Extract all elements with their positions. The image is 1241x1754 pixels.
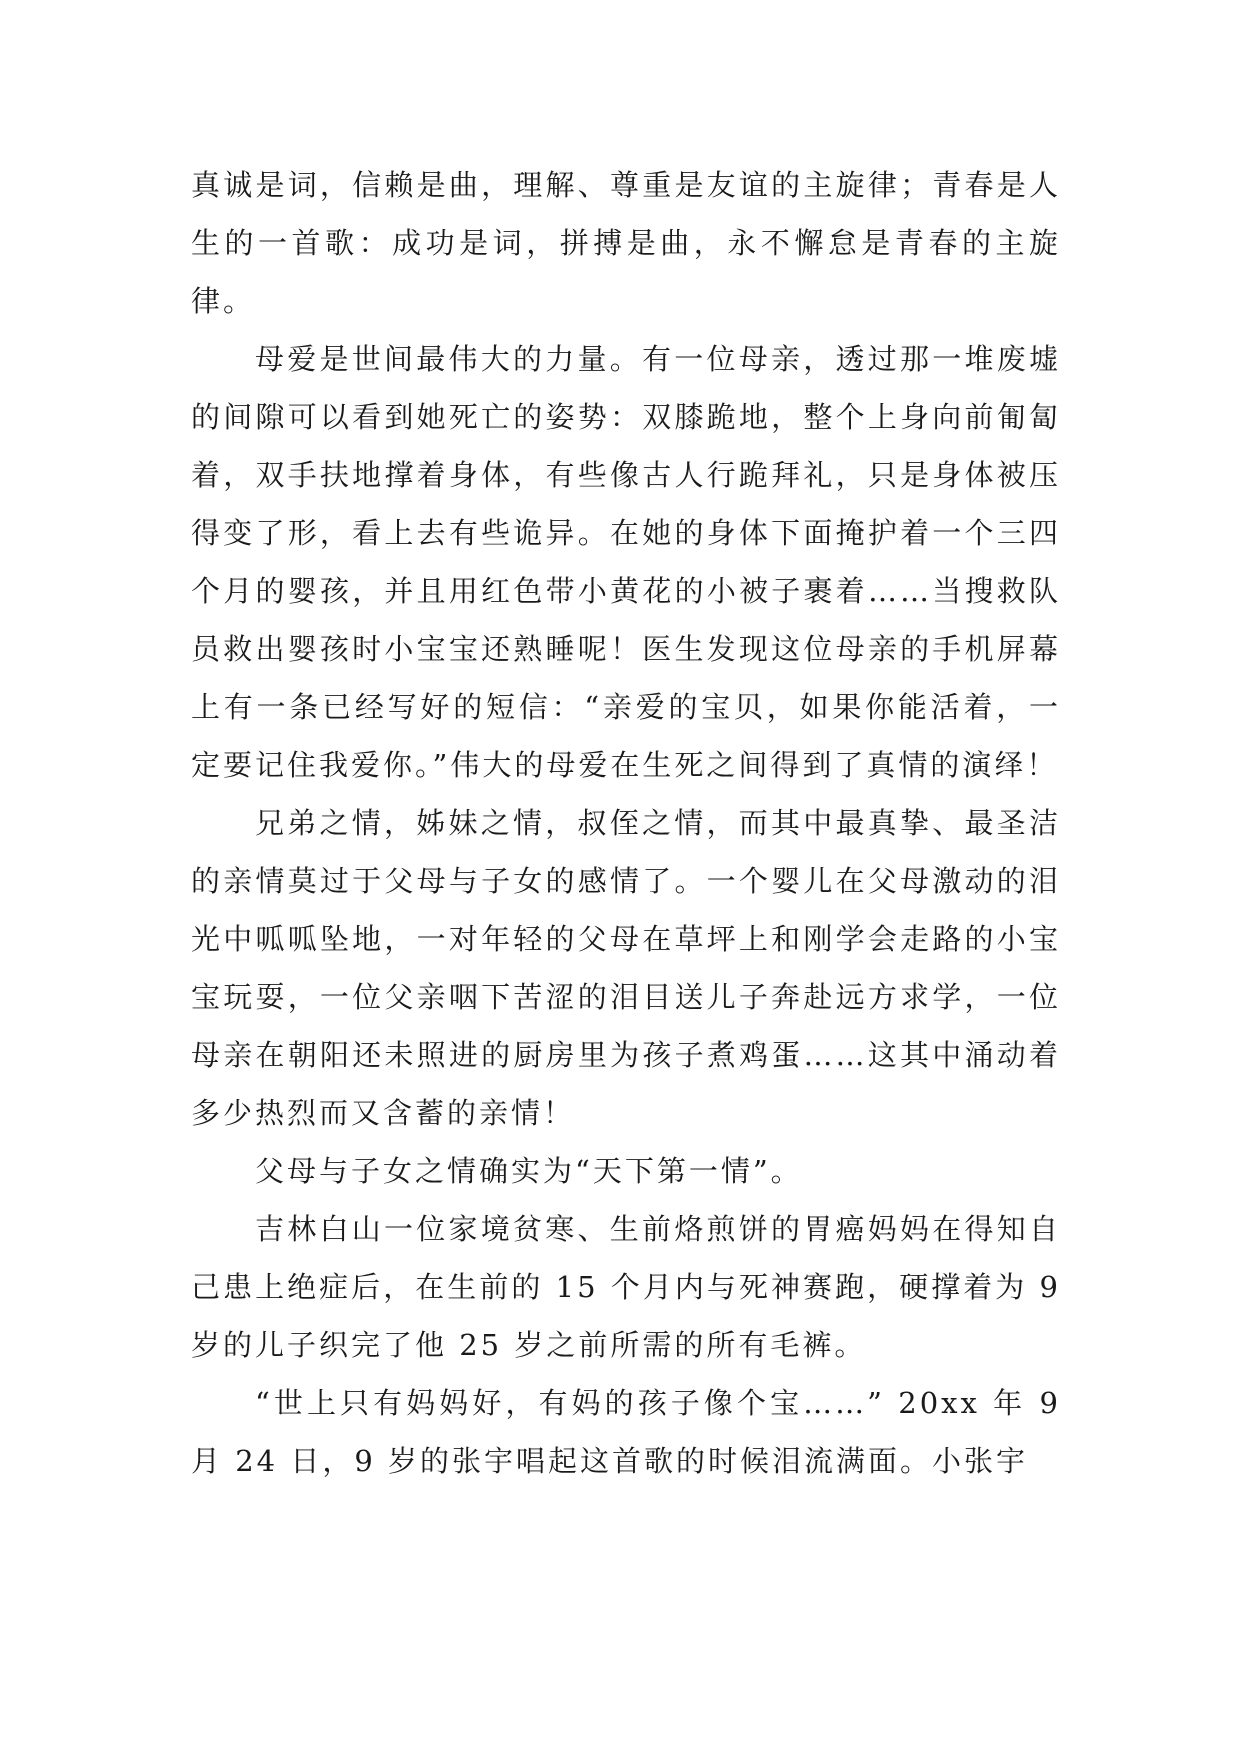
paragraph-4: 父母与子女之情确实为“天下第一情”。 (255, 1154, 803, 1188)
paragraph-5: 吉林白山一位家境贫寒、生前烙煎饼的胃癌妈妈在得知自己患上绝症后，在生前的 15 个月内与死神赛跑，硬撑着为 9 岁的儿子织完了他 25 岁之前所需的所有毛裤。 (191, 1212, 1061, 1362)
paragraph-6: “世上只有妈妈好，有妈的孩子像个宝……” 20xx 年 9 月 24 日，9 岁的张宇唱起这首歌的时候泪流满面。小张宇 (191, 1386, 1061, 1478)
paragraph-2: 母爱是世间最伟大的力量。有一位母亲，透过那一堆废墟的间隙可以看到她死亡的姿势：双膝跪地，整个上身向前匍匐着，双手扶地撑着身体，有些像古人行跪拜礼，只是身体被压得变了形，看上去有些诡异。在她的身体下面掩护着一个三四个月的婴孩，并且用红色带小黄花的小被子裹着……当搜救队员救出婴孩时小宝宝还熟睡呢！医生发现这位母亲的手机屏幕上有一条已经写好的短信：“亲爱的宝贝，如果你能活着，一定要记住我爱你。”伟大的母爱在生死之间得到了真情的演绎！ (191, 342, 1061, 782)
document-body (191, 156, 1061, 1490)
paragraph-1: 真诚是词，信赖是曲，理解、尊重是友谊的主旋律；青春是人生的一首歌：成功是词，拼搏是曲，永不懈怠是青春的主旋律。 (191, 168, 1061, 318)
paragraph-3: 兄弟之情，姊妹之情，叔侄之情，而其中最真挚、最圣洁的亲情莫过于父母与子女的感情了。一个婴儿在父母激动的泪光中呱呱坠地，一对年轻的父母在草坪上和刚学会走路的小宝宝玩耍，一位父亲咽下苦涩的泪目送儿子奔赴远方求学，一位母亲在朝阳还未照进的厨房里为孩子煮鸡蛋……这其中涌动着多少热烈而又含蓄的亲情！ (191, 806, 1061, 1130)
